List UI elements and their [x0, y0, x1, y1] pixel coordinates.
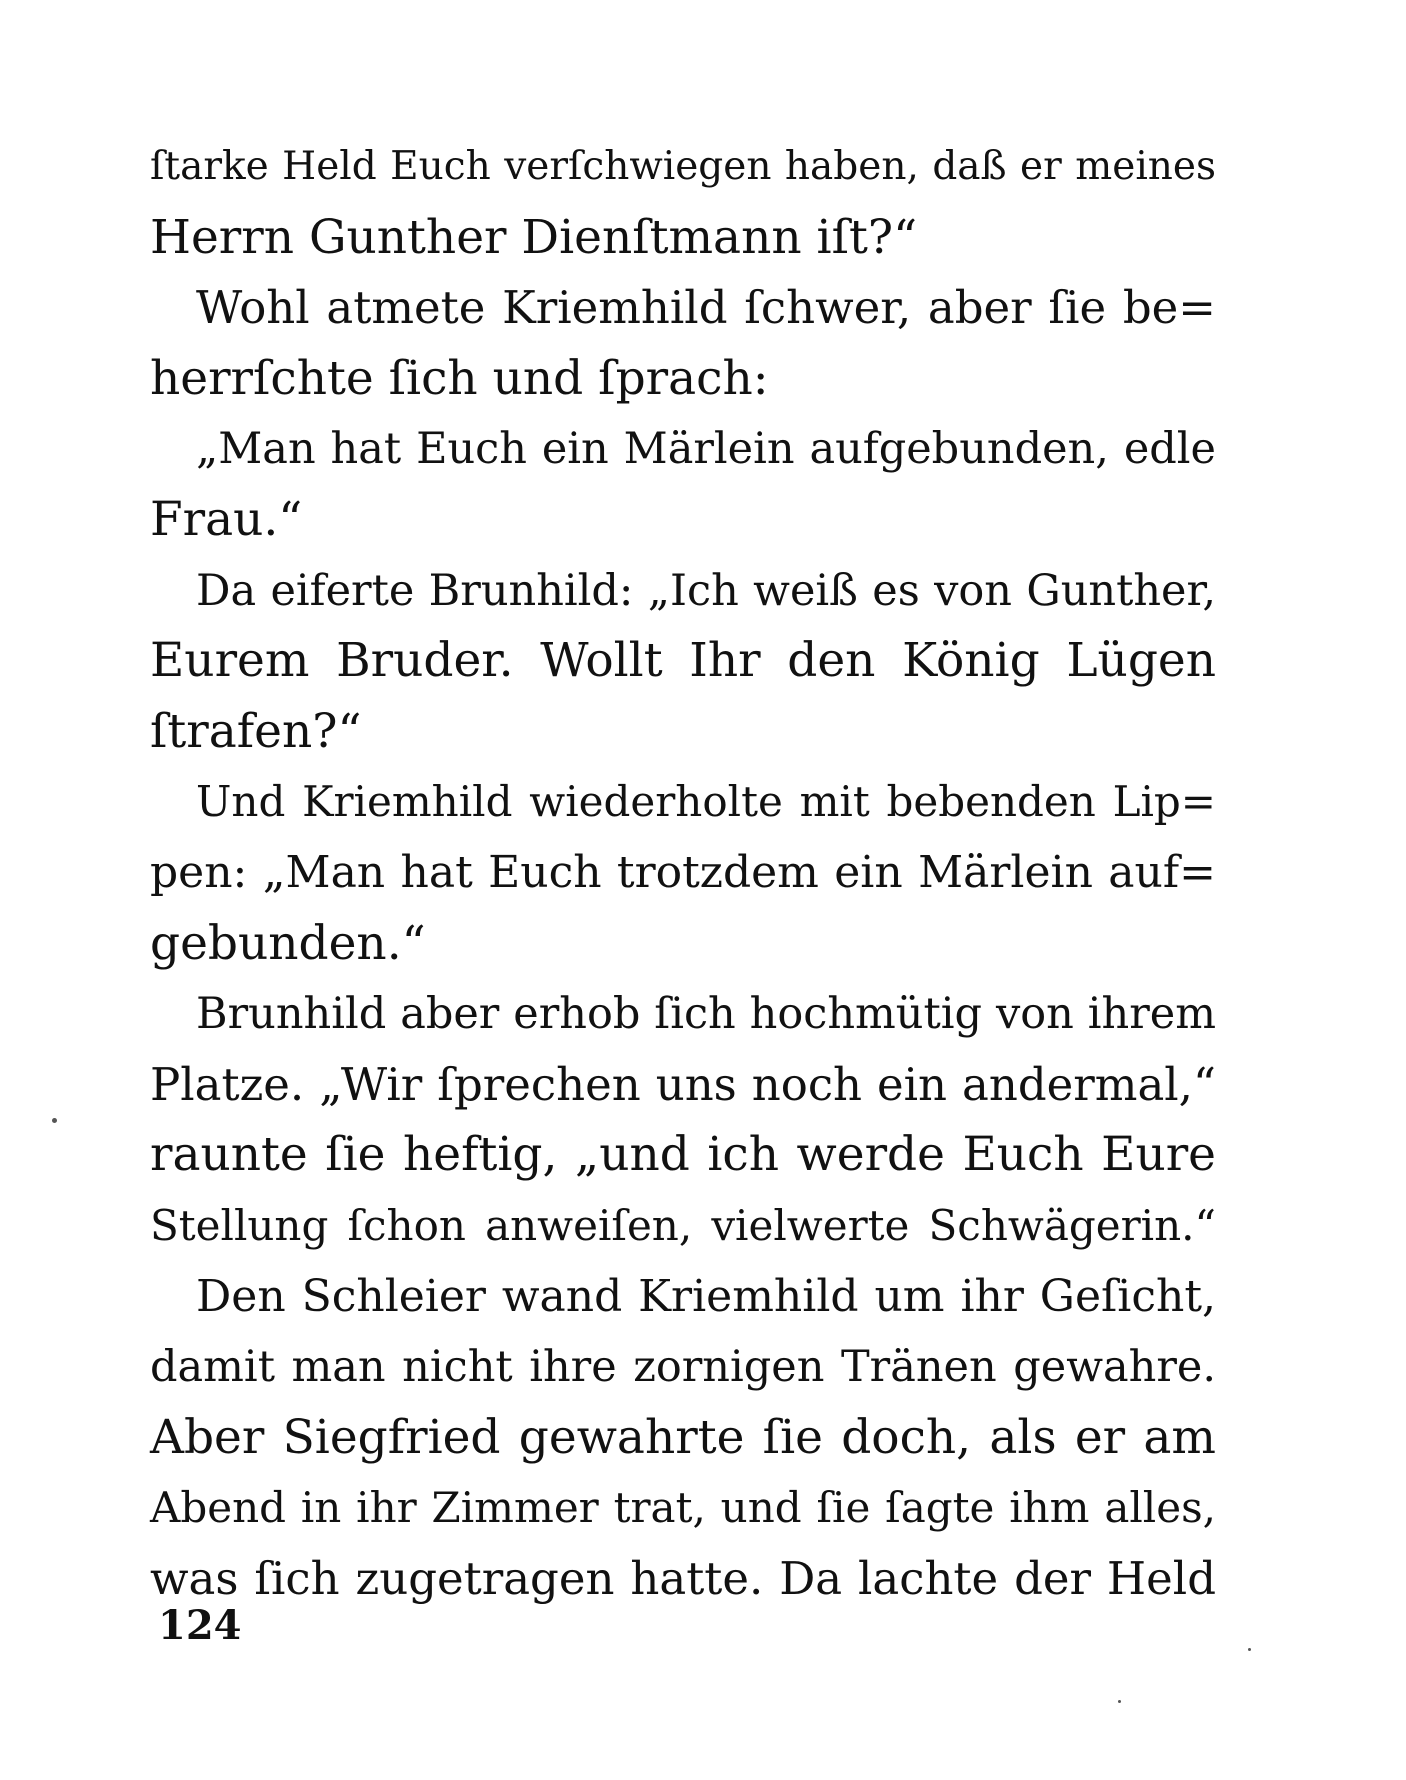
- paper-speck: [1248, 1648, 1251, 1651]
- text-line-3: Wohl atmete Kriemhild ſchwer, aber ſie be=: [196, 281, 1216, 335]
- page-number: 124: [158, 1602, 242, 1649]
- text-line-16: Stellung ſchon anweiſen, vielwerte Schwägerin.“: [150, 1200, 1216, 1250]
- text-line-12: gebunden.“: [150, 915, 426, 971]
- paper-speck: [1118, 1700, 1121, 1703]
- text-line-7: Da eiferte Brunhild: „Ich weiß es von Gunther,: [196, 565, 1216, 616]
- text-line-8: Eurem Bruder. Wollt Ihr den König Lügen: [150, 633, 1216, 689]
- text-line-10: Und Kriemhild wiederholte mit bebenden Lip=: [196, 777, 1216, 827]
- text-line-13: Brunhild aber erhob ſich hochmütig von ihrem: [196, 989, 1216, 1040]
- text-line-18: damit man nicht ihre zornigen Tränen gewahre.: [150, 1342, 1216, 1393]
- text-line-19: Aber Siegfried gewahrte ſie doch, als er am: [150, 1409, 1216, 1465]
- paper-speck: [52, 1118, 57, 1123]
- text-line-1: ſtarke Held Euch verſchwiegen haben, daß er meines: [150, 144, 1216, 189]
- text-line-14: Platze. „Wir ſprechen uns noch ein andermal,“: [150, 1057, 1216, 1111]
- text-line-4: herrſchte ſich und ſprach:: [150, 350, 769, 406]
- text-line-9: ſtrafen?“: [150, 703, 362, 759]
- text-line-17: Den Schleier wand Kriemhild um ihr Geſicht,: [196, 1270, 1216, 1322]
- text-line-2: Herrn Gunther Dienſtmann iſt?“: [150, 209, 918, 265]
- text-line-20: Abend in ihr Zimmer trat, und ſie ſagte ihm alles,: [150, 1483, 1216, 1533]
- text-line-15: raunte ſie heftig, „und ich werde Euch Eure: [150, 1127, 1216, 1183]
- text-line-11: pen: „Man hat Euch trotzdem ein Märlein auf=: [150, 846, 1216, 898]
- body-text: [150, 132, 1216, 1614]
- text-line-6: Frau.“: [150, 491, 303, 547]
- text-line-5: „Man hat Euch ein Märlein aufgebunden, edle: [196, 424, 1216, 475]
- text-line-21: was ſich zugetragen hatte. Da lachte der Held: [150, 1551, 1216, 1605]
